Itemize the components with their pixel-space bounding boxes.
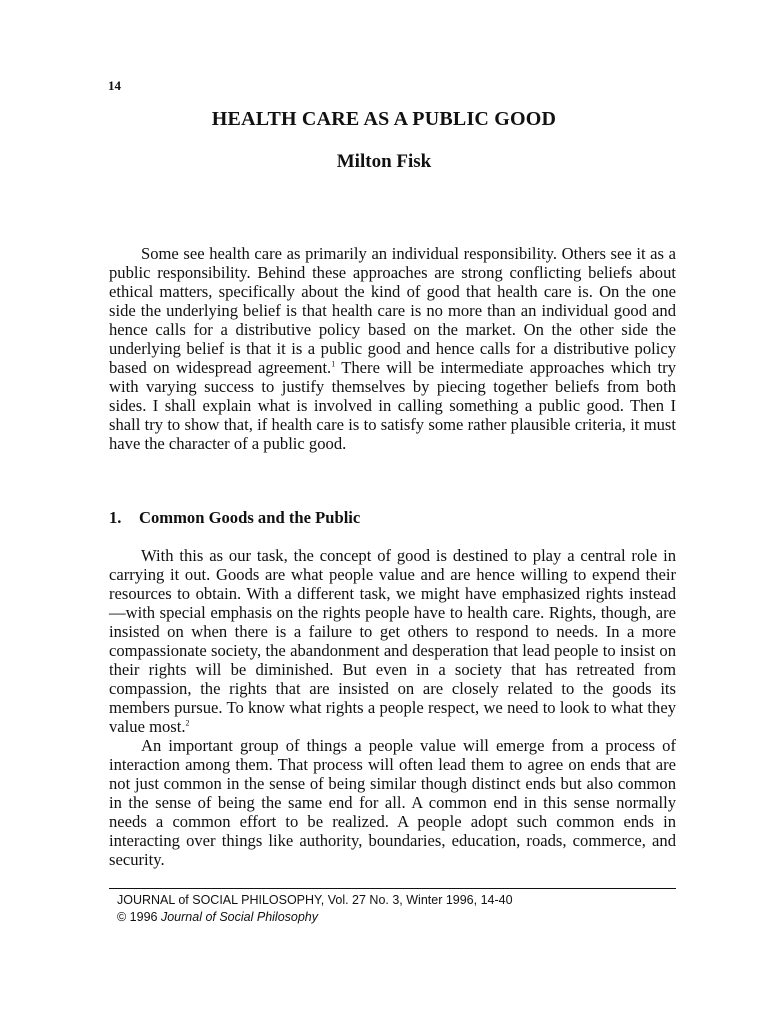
footnote-ref-1: 1	[331, 359, 336, 369]
intro-paragraph	[109, 244, 676, 453]
section-1-paragraph-2: An important group of things a people value will emerge from a process of interaction among them. That process will often lead them to agree on ends that are not just common in the sense of being similar though distinct ends but also common in the sense of being the same end for all. A common end in this sense normally needs a common effort to be realized. A people adopt such common ends in interacting over things like authority, boundaries, education, roads, commerce, and security.	[109, 736, 676, 869]
section-number: 1.	[109, 508, 122, 527]
section-1-paragraph-1	[109, 546, 676, 736]
article-author: Milton Fisk	[336, 151, 432, 172]
article-title: HEALTH CARE AS A PUBLIC GOOD	[211, 108, 557, 130]
section-1-body	[109, 546, 676, 869]
intro-section	[109, 244, 676, 453]
section-heading	[109, 508, 360, 528]
section-1-paragraph-1-text: With this as our task, the concept of good is destined to play a central role in carrying it out. Goods are what people value and are hence willing to expend their resources to obtain. With a different task, we might have emphasized rights instead—with special emphasis on the rights people have to health care. Rights, though, are insisted on when there is a failure to get others to respond to needs. In a more compassionate society, the abandonment and desperation that lead people to insist on their rights will be diminished. But even in a society that has retreated from compassion, the rights that are insisted on are closely related to the goods its members pursue. To know what rights a people respect, we need to look to what they value most.	[109, 546, 676, 736]
intro-text: Some see health care as primarily an individual responsibility. Others see it as a public responsibility. Behind these approaches are strong conflicting beliefs about ethical matters, specifically about the kind of good that health care is. On the one side the underlying belief is that health care is no more than an individual good and hence calls for a distributive policy based on the market. On the other side the underlying belief is that it is a public good and hence calls for a distributive policy based on widespread agreement.	[109, 244, 676, 377]
footnote-ref-2: 2	[185, 718, 190, 728]
journal-citation: JOURNAL of SOCIAL PHILOSOPHY, Vol. 27 No. 3, Winter 1996, 14-40	[117, 893, 513, 907]
section-title: Common Goods and the Public	[139, 508, 361, 527]
copyright-journal: Journal of Social Philosophy	[160, 910, 319, 924]
intro-text-continued: There will be intermediate approaches which try with varying success to justify themselves by piecing together beliefs from both sides. I shall explain what is involved in calling something a public good. Then I shall try to show that, if health care is to satisfy some rather plausible criteria, it must have the character of a public good.	[109, 358, 676, 453]
footer-divider	[109, 888, 676, 889]
page-number: 14	[108, 78, 121, 93]
copyright-line	[117, 909, 318, 925]
copyright-prefix: © 1996	[117, 910, 161, 924]
